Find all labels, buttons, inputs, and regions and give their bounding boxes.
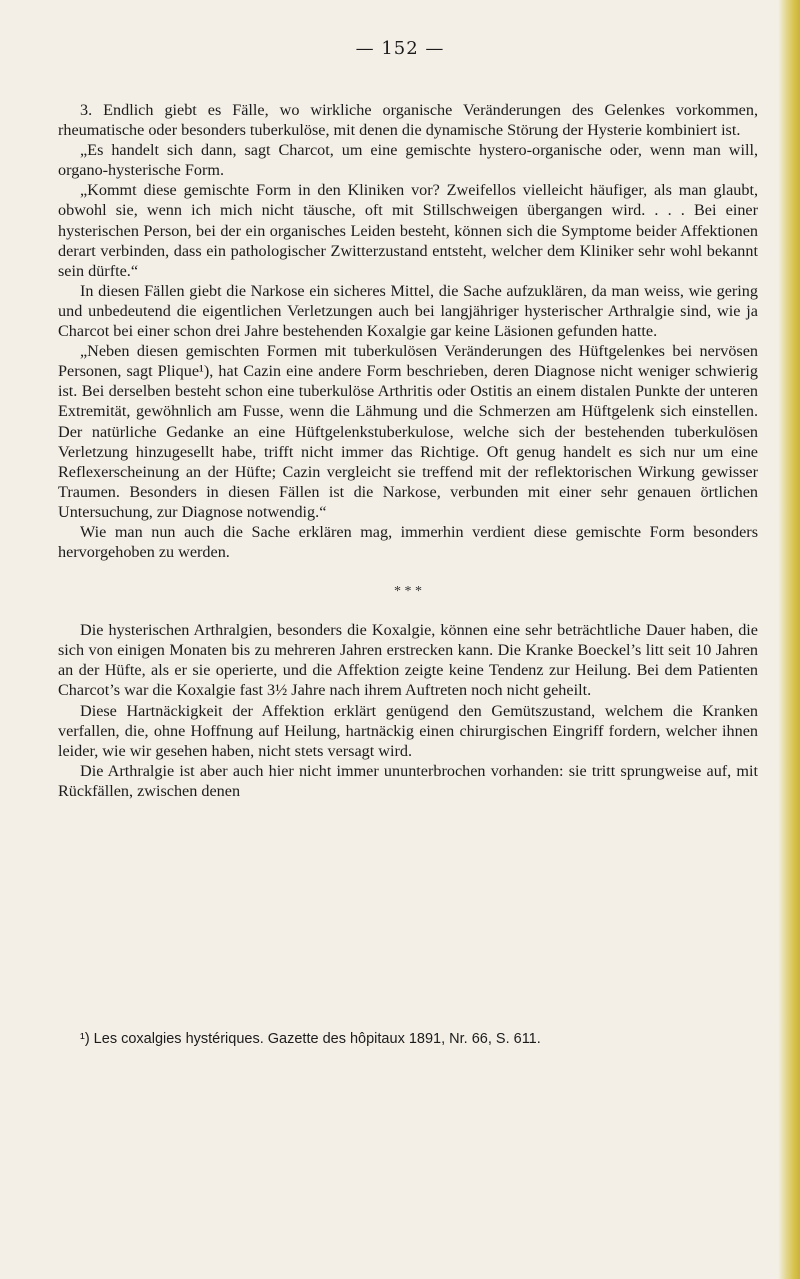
- page-number: — 152 —: [355, 38, 445, 59]
- paragraph-2: „Es handelt sich dann, sagt Charcot, um eine gemischte hystero-organische oder, wenn man will, organo-hysterische Form.: [58, 141, 758, 180]
- paragraph-4: In diesen Fällen giebt die Narkose ein sicheres Mittel, die Sache aufzuklären, da man weiss, wie gering und unbedeutend die eigentlichen Verletzungen auch bei langjähriger hysterischer Arthralgie sind, wie ja Charcot bei einer schon drei Jahre bestehenden Koxalgie gar keine Läsionen gefunden hatte.: [58, 281, 758, 341]
- footnote: ¹) Les coxalgies hystériques. Gazette des hôpitaux 1891, Nr. 66, S. 611.: [80, 1031, 541, 1047]
- paragraph-3: „Kommt diese gemischte Form in den Kliniken vor? Zweifellos vielleicht häufiger, als man glaubt, obwohl sie, wenn ich mich nicht täusche, oft mit Stillschweigen übergangen wird. . . . Bei einer hysterischen Person, bei der ein organisches Leiden besteht, können sich die Symptome beider Affektionen derart verbinden, dass ein pathologischer Zwitterzustand entsteht, welcher dem Kliniker sehr wohl bekannt sein dürfte.“: [58, 181, 758, 280]
- body-text: [58, 100, 758, 801]
- paragraph-5: „Neben diesen gemischten Formen mit tuberkulösen Veränderungen des Hüftgelenkes bei nervösen Personen, sagt Plique¹), hat Cazin eine andere Form beschrieben, deren Diagnose nicht weniger schwierig ist. Bei derselben besteht schon eine tuberkulöse Arthritis oder Ostitis an einem distalen Punkte der unteren Extremität, gewöhnlich am Fusse, wenn die Lähmung und die Schmerzen am Hüftgelenk sich einstellen. Der natürliche Gedanke an eine Hüftgelenkstuberkulose, welche sich der bestehenden tuberkulösen Verletzung hinzugesellt habe, trifft nicht immer das Richtige. Oft genug handelt es sich nur um eine Reflexerscheinung an der Hüfte; Cazin vergleicht sie treffend mit der reflektorischen Wirkung gewisser Traumen. Besonders in diesen Fällen ist die Narkose, verbunden mit einer sehr genauen örtlichen Untersuchung, zur Diagnose notwendig.“: [58, 342, 758, 521]
- paragraph-1: 3. Endlich giebt es Fälle, wo wirkliche organische Veränderungen des Gelenkes vorkommen, rheumatische oder besonders tuberkulöse, mit denen die dynamische Störung der Hysterie kombiniert ist.: [58, 101, 758, 140]
- paragraph-6: Wie man nun auch die Sache erklären mag, immerhin verdient diese gemischte Form besonders hervorgehoben zu werden.: [58, 522, 758, 562]
- paragraph-8: Diese Hartnäckigkeit der Affektion erklärt genügend den Gemütszustand, welchem die Kranken verfallen, die, ohne Hoffnung auf Heilung, hartnäckig einen chirurgischen Eingriff fordern, welcher ihnen leider, wie wir gesehen haben, nicht stets versagt wird.: [58, 701, 758, 760]
- section-separator: * * *: [394, 584, 422, 600]
- page-edge: [778, 0, 800, 1279]
- paragraph-9: Die Arthralgie ist aber auch hier nicht immer ununterbrochen vorhanden: sie tritt sprungweise auf, mit Rückfällen, zwischen denen: [58, 761, 758, 800]
- paragraph-7: Die hysterischen Arthralgien, besonders die Koxalgie, können eine sehr beträchtliche Dauer haben, die sich von einigen Monaten bis zu mehreren Jahren erstrecken kann. Die Kranke Boeckel’s litt seit 10 Jahren an der Hüfte, als er sie operierte, und die Affektion zeigte keine Tendenz zur Heilung. Bei dem Patienten Charcot’s war die Koxalgie fast 3½ Jahre nach ihrem Auftreten noch nicht geheilt.: [58, 621, 758, 700]
